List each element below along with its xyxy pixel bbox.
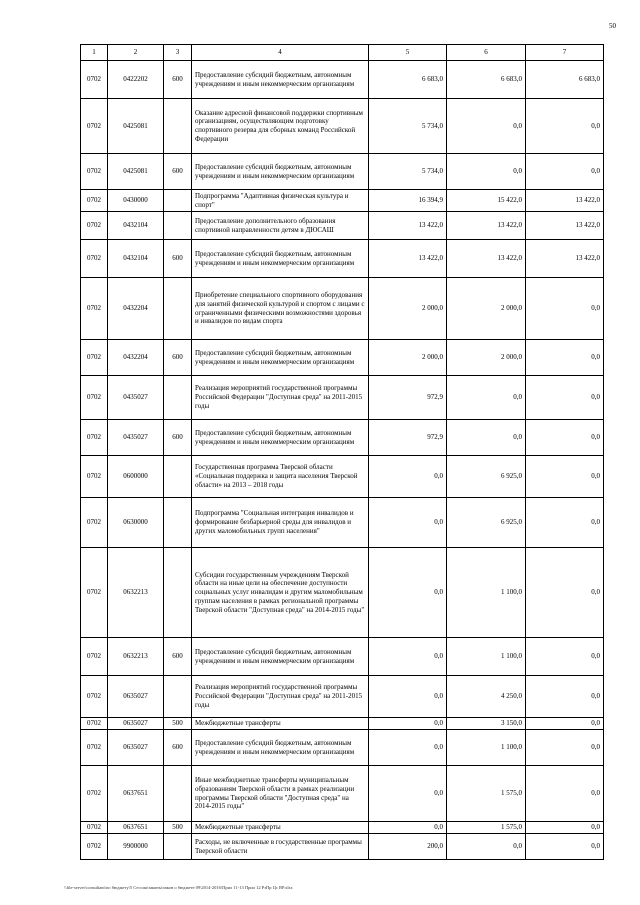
amount-cell-2014: 5 734,0: [369, 154, 447, 190]
section-code-cell: 0702: [81, 420, 108, 456]
description-cell: Предоставление субсидий бюджетным, автономным учреждениям и иным некоммерческим организациям: [192, 240, 369, 278]
amount-cell-2016: 0,0: [526, 676, 604, 718]
column-header: 3: [164, 45, 192, 61]
table-row: [81, 766, 604, 822]
table-row: [81, 498, 604, 548]
budget-table: [80, 44, 604, 860]
amount-cell-2016: 13 422,0: [526, 212, 604, 240]
description-cell: Государственная программа Тверской области «Социальная поддержка и защита населения Тверской области» на 2013 – 2018 годы: [192, 456, 369, 498]
description-cell: Приобретение специального спортивного оборудования для занятий физической культурой и спортом с лицами с ограниченными физическими возможностями здоровья и инвалидов по видам спорта: [192, 278, 369, 340]
amount-cell-2015: 1 575,0: [447, 822, 526, 834]
target-article-cell: 0637651: [108, 766, 164, 822]
expense-type-cell: [164, 376, 192, 420]
expense-type-cell: 600: [164, 730, 192, 766]
description-cell: Подпрограмма "Адаптивная физическая культура и спорт": [192, 190, 369, 212]
section-code-cell: 0702: [81, 376, 108, 420]
expense-type-cell: [164, 212, 192, 240]
target-article-cell: 0635027: [108, 730, 164, 766]
target-article-cell: 9900000: [108, 834, 164, 860]
target-article-cell: 0630000: [108, 498, 164, 548]
expense-type-cell: 500: [164, 822, 192, 834]
table-row: [81, 240, 604, 278]
table-row: [81, 340, 604, 376]
amount-cell-2015: 6 683,0: [447, 61, 526, 99]
section-code-cell: 0702: [81, 766, 108, 822]
target-article-cell: 0422202: [108, 61, 164, 99]
section-code-cell: 0702: [81, 676, 108, 718]
description-cell: Предоставление субсидий бюджетным, автономным учреждениям и иным некоммерческим организациям: [192, 638, 369, 676]
amount-cell-2014: 16 394,9: [369, 190, 447, 212]
table-row: [81, 154, 604, 190]
description-cell: Предоставление субсидий бюджетным, автономным учреждениям и иным некоммерческим организациям: [192, 420, 369, 456]
amount-cell-2016: 0,0: [526, 638, 604, 676]
expense-type-cell: 600: [164, 154, 192, 190]
amount-cell-2015: 0,0: [447, 834, 526, 860]
target-article-cell: 0425081: [108, 154, 164, 190]
table-row: [81, 718, 604, 730]
target-article-cell: 0600000: [108, 456, 164, 498]
section-code-cell: 0702: [81, 99, 108, 154]
section-code-cell: 0702: [81, 340, 108, 376]
description-cell: Межбюджетные трансферты: [192, 718, 369, 730]
header-row: [81, 45, 604, 61]
section-code-cell: 0702: [81, 718, 108, 730]
expense-type-cell: 600: [164, 240, 192, 278]
table-row: [81, 456, 604, 498]
table-body: [81, 61, 604, 860]
expense-type-cell: 600: [164, 420, 192, 456]
amount-cell-2014: 0,0: [369, 638, 447, 676]
amount-cell-2015: 0,0: [447, 376, 526, 420]
amount-cell-2014: 972,9: [369, 420, 447, 456]
section-code-cell: 0702: [81, 240, 108, 278]
amount-cell-2015: 0,0: [447, 154, 526, 190]
description-cell: Предоставление дополнительного образования спортивной направленности детям в ДЮСАШ: [192, 212, 369, 240]
column-header: 5: [369, 45, 447, 61]
description-cell: Реализация мероприятий государственной программы Российской Федерации "Доступная среда" на 2011-2015 годы: [192, 676, 369, 718]
amount-cell-2016: 0,0: [526, 99, 604, 154]
description-cell: Предоставление субсидий бюджетным, автономным учреждениям и иным некоммерческим организациям: [192, 340, 369, 376]
amount-cell-2016: 0,0: [526, 278, 604, 340]
expense-type-cell: [164, 498, 192, 548]
section-code-cell: 0702: [81, 456, 108, 498]
table-row: [81, 61, 604, 99]
amount-cell-2015: 1 100,0: [447, 638, 526, 676]
description-cell: Субсидии государственным учреждениям Тверской области на иные цели на обеспечение доступности социальных услуг инвалидам и другим маломобильным группам населения в рамках региональной программы Тверской области "Доступная среда" на 2014-2015 годы": [192, 548, 369, 638]
amount-cell-2015: 4 250,0: [447, 676, 526, 718]
amount-cell-2014: 0,0: [369, 766, 447, 822]
amount-cell-2014: 0,0: [369, 718, 447, 730]
description-cell: Иные межбюджетные трансферты муниципальным образованиям Тверской области в рамках реализации программы Тверской области "Доступная среда" на 2014-2015 годы": [192, 766, 369, 822]
description-cell: Предоставление субсидий бюджетным, автономным учреждениям и иным некоммерческим организациям: [192, 61, 369, 99]
amount-cell-2015: 6 925,0: [447, 456, 526, 498]
amount-cell-2014: 0,0: [369, 822, 447, 834]
table-row: [81, 834, 604, 860]
section-code-cell: 0702: [81, 638, 108, 676]
column-header: 6: [447, 45, 526, 61]
amount-cell-2016: 13 422,0: [526, 240, 604, 278]
target-article-cell: 0432204: [108, 340, 164, 376]
target-article-cell: 0635027: [108, 718, 164, 730]
expense-type-cell: 600: [164, 61, 192, 99]
amount-cell-2016: 0,0: [526, 822, 604, 834]
amount-cell-2016: 0,0: [526, 340, 604, 376]
target-article-cell: 0632213: [108, 638, 164, 676]
expense-type-cell: [164, 676, 192, 718]
description-cell: Подпрограмма "Социальная интеграция инвалидов и формирование безбарьерной среды для инвалидов и других маломобильных групп населения": [192, 498, 369, 548]
amount-cell-2014: 6 683,0: [369, 61, 447, 99]
amount-cell-2016: 13 422,0: [526, 190, 604, 212]
amount-cell-2016: 0,0: [526, 548, 604, 638]
target-article-cell: 0635027: [108, 676, 164, 718]
section-code-cell: 0702: [81, 154, 108, 190]
amount-cell-2015: 6 925,0: [447, 498, 526, 548]
expense-type-cell: [164, 99, 192, 154]
page-number: 50: [609, 22, 616, 30]
section-code-cell: 0702: [81, 498, 108, 548]
amount-cell-2016: 0,0: [526, 498, 604, 548]
amount-cell-2014: 0,0: [369, 548, 447, 638]
table-row: [81, 420, 604, 456]
description-cell: Расходы, не включенные в государственные программы Тверской области: [192, 834, 369, 860]
amount-cell-2014: 5 734,0: [369, 99, 447, 154]
expense-type-cell: 600: [164, 340, 192, 376]
description-cell: Оказание адресной финансовой поддержки спортивным организациям, осуществляющим подготовку спортивного резерва для сборных команд Российской Федерации: [192, 99, 369, 154]
description-cell: Предоставление субсидий бюджетным, автономным учреждениям и иным некоммерческим организациям: [192, 730, 369, 766]
target-article-cell: 0435027: [108, 376, 164, 420]
column-header: 2: [108, 45, 164, 61]
table-row: [81, 638, 604, 676]
description-cell: Межбюджетные трансферты: [192, 822, 369, 834]
target-article-cell: 0432104: [108, 240, 164, 278]
table-row: [81, 730, 604, 766]
amount-cell-2015: 1 100,0: [447, 730, 526, 766]
description-cell: Предоставление субсидий бюджетным, автономным учреждениям и иным некоммерческим организациям: [192, 154, 369, 190]
section-code-cell: 0702: [81, 190, 108, 212]
table-row: [81, 212, 604, 240]
amount-cell-2014: 0,0: [369, 676, 447, 718]
amount-cell-2015: 13 422,0: [447, 240, 526, 278]
target-article-cell: 0632213: [108, 548, 164, 638]
expense-type-cell: [164, 548, 192, 638]
amount-cell-2016: 0,0: [526, 834, 604, 860]
description-cell: Реализация мероприятий государственной программы Российской Федерации "Доступная среда" на 2011-2015 годы: [192, 376, 369, 420]
expense-type-cell: [164, 834, 192, 860]
amount-cell-2014: 972,9: [369, 376, 447, 420]
amount-cell-2014: 200,0: [369, 834, 447, 860]
amount-cell-2015: 1 575,0: [447, 766, 526, 822]
amount-cell-2016: 0,0: [526, 730, 604, 766]
section-code-cell: 0702: [81, 834, 108, 860]
amount-cell-2014: 0,0: [369, 456, 447, 498]
section-code-cell: 0702: [81, 278, 108, 340]
amount-cell-2016: 0,0: [526, 718, 604, 730]
amount-cell-2016: 0,0: [526, 766, 604, 822]
table-row: [81, 190, 604, 212]
column-header: 4: [192, 45, 369, 61]
amount-cell-2016: 0,0: [526, 420, 604, 456]
file-path-footer: \\file-server\consultant\по бюджету\5 Сессия\законы\закон о бюджете 09\2014-2016\Прил 11-13 Прил 12 РзПр Цс ВР.xlsx: [64, 885, 293, 890]
column-header: 7: [526, 45, 604, 61]
expense-type-cell: [164, 190, 192, 212]
amount-cell-2014: 0,0: [369, 730, 447, 766]
amount-cell-2014: 0,0: [369, 498, 447, 548]
section-code-cell: 0702: [81, 212, 108, 240]
amount-cell-2015: 15 422,0: [447, 190, 526, 212]
amount-cell-2014: 2 000,0: [369, 278, 447, 340]
section-code-cell: 0702: [81, 548, 108, 638]
amount-cell-2014: 13 422,0: [369, 212, 447, 240]
table-row: [81, 99, 604, 154]
column-header: 1: [81, 45, 108, 61]
table-row: [81, 676, 604, 718]
expense-type-cell: [164, 278, 192, 340]
amount-cell-2015: 13 422,0: [447, 212, 526, 240]
amount-cell-2015: 2 000,0: [447, 278, 526, 340]
table-row: [81, 548, 604, 638]
amount-cell-2016: 0,0: [526, 154, 604, 190]
amount-cell-2015: 3 150,0: [447, 718, 526, 730]
table-row: [81, 376, 604, 420]
amount-cell-2015: 1 100,0: [447, 548, 526, 638]
table-row: [81, 822, 604, 834]
expense-type-cell: [164, 456, 192, 498]
target-article-cell: 0430000: [108, 190, 164, 212]
target-article-cell: 0435027: [108, 420, 164, 456]
target-article-cell: 0637651: [108, 822, 164, 834]
expense-type-cell: [164, 766, 192, 822]
section-code-cell: 0702: [81, 730, 108, 766]
amount-cell-2014: 2 000,0: [369, 340, 447, 376]
table-row: [81, 278, 604, 340]
target-article-cell: 0425081: [108, 99, 164, 154]
amount-cell-2014: 13 422,0: [369, 240, 447, 278]
amount-cell-2016: 0,0: [526, 456, 604, 498]
expense-type-cell: 600: [164, 638, 192, 676]
amount-cell-2016: 6 683,0: [526, 61, 604, 99]
expense-type-cell: 500: [164, 718, 192, 730]
amount-cell-2015: 2 000,0: [447, 340, 526, 376]
target-article-cell: 0432104: [108, 212, 164, 240]
section-code-cell: 0702: [81, 822, 108, 834]
section-code-cell: 0702: [81, 61, 108, 99]
target-article-cell: 0432204: [108, 278, 164, 340]
amount-cell-2016: 0,0: [526, 376, 604, 420]
amount-cell-2015: 0,0: [447, 99, 526, 154]
amount-cell-2015: 0,0: [447, 420, 526, 456]
